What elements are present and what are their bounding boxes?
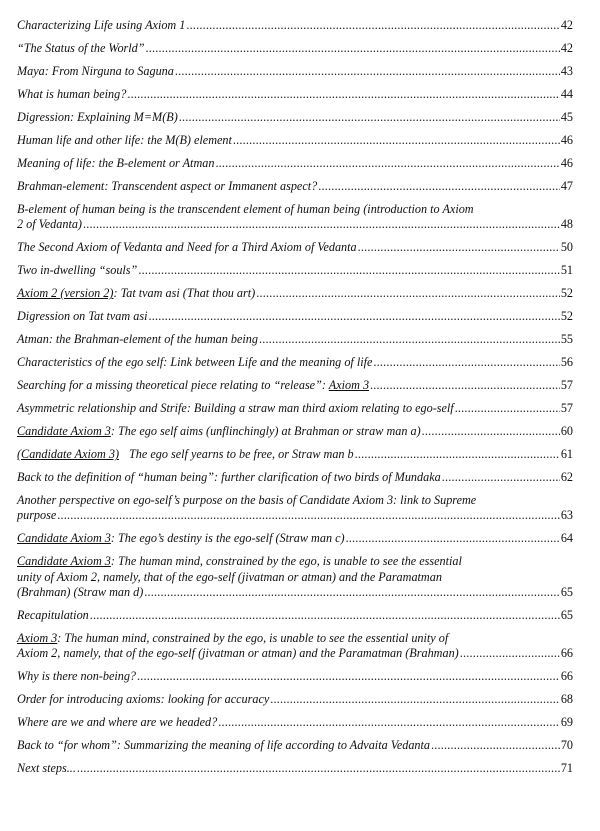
dot-leader	[370, 378, 560, 393]
dot-leader	[127, 87, 559, 102]
dot-leader	[422, 424, 560, 439]
toc-entry-title-text: Axiom 2, namely, that of the ego-self (jivatman or atman) and the Paramatman (Brahman)	[17, 646, 459, 661]
toc-entry-axiom-link: Axiom 2 (version 2)	[17, 286, 114, 301]
toc-entry-row	[17, 424, 573, 439]
toc-entry	[17, 332, 573, 347]
toc-entry-title	[17, 286, 255, 301]
toc-entry-row	[17, 355, 573, 370]
dot-leader	[460, 646, 560, 661]
toc-entry-title	[17, 41, 145, 56]
toc-entry-title	[17, 761, 76, 776]
toc-entry-page-number: 56	[560, 355, 573, 370]
toc-entry-page-number: 45	[560, 110, 573, 124]
toc-entry	[17, 110, 573, 125]
toc-entry-row	[17, 669, 573, 684]
toc-entry-title-text: Searching for a missing theoretical piece relating to “release”:	[17, 378, 329, 393]
toc-entry-first-line	[17, 554, 573, 569]
dot-leader	[431, 738, 560, 753]
dot-leader	[144, 585, 560, 600]
toc-entry-page-number: 46	[560, 156, 573, 170]
toc-entry-page-number: 66	[560, 669, 573, 684]
toc-entry-title-text: Atman: the Brahman-element of the human being	[17, 332, 258, 347]
toc-entry-row	[17, 646, 573, 661]
dot-leader	[358, 240, 560, 255]
toc-entry-page-number: 50	[560, 240, 573, 255]
toc-entry-title	[17, 240, 357, 255]
toc-entry	[17, 493, 573, 523]
toc-entry-page-number: 64	[560, 531, 573, 546]
dot-leader	[146, 41, 560, 56]
dot-leader	[373, 355, 559, 370]
toc-entry-row	[17, 332, 573, 347]
toc-entry-row	[17, 585, 573, 600]
toc-entry	[17, 692, 573, 707]
toc-entry-title	[17, 470, 441, 485]
toc-entry-title	[17, 692, 269, 707]
toc-entry-title-text: The ego self yearns to be free, or Straw man b	[129, 447, 354, 462]
toc-entry-first-line	[17, 202, 573, 217]
toc-entry-title	[17, 179, 317, 194]
toc-entry-title-text: Recapitulation	[17, 607, 89, 622]
toc-entry-title	[17, 309, 147, 324]
dot-leader	[318, 179, 560, 194]
toc-entry-title-text: “The Status of the World”	[17, 41, 145, 55]
toc-entry-title-text: Digression: Explaining M=M(B)	[17, 110, 178, 124]
toc-entry	[17, 156, 573, 171]
toc-entry-title	[17, 424, 421, 439]
toc-entry-row	[17, 309, 573, 324]
toc-entry	[17, 715, 573, 730]
toc-entry-page-number: 61	[560, 447, 573, 462]
toc-entry-row	[17, 447, 573, 462]
toc-entry	[17, 554, 573, 600]
toc-entry-title-text: (Brahman) (Straw man d)	[17, 584, 144, 599]
toc-entry	[17, 401, 573, 416]
toc-entry	[17, 202, 573, 232]
toc-entry-title-text: Why is there non-being?	[17, 669, 137, 684]
toc-entry-page-number: 60	[560, 424, 573, 439]
toc-entry-page-number: 63	[560, 508, 573, 523]
toc-entry-row	[17, 692, 573, 707]
toc-entry-page-number: 52	[560, 309, 573, 324]
toc-entry-title	[17, 217, 82, 232]
toc-entry	[17, 41, 573, 56]
toc-entry-row	[17, 401, 573, 416]
toc-entry-row	[17, 715, 573, 730]
dot-leader	[83, 217, 560, 232]
dot-leader	[455, 401, 560, 416]
toc-entry	[17, 631, 573, 661]
dot-leader	[259, 332, 560, 347]
toc-entry-title-text: Order for introducing axioms: looking for accuracy	[17, 692, 270, 707]
toc-entry	[17, 447, 573, 462]
dot-leader	[148, 309, 559, 324]
toc-entry-title	[17, 646, 459, 661]
toc-entry-title-text: Maya: From Nirguna to Saguna	[17, 64, 174, 78]
toc-entry-title	[17, 18, 185, 33]
toc-entry	[17, 424, 573, 439]
toc-entry-page-number: 66	[560, 646, 573, 661]
dot-leader	[90, 608, 560, 623]
toc-entry-title	[17, 669, 136, 684]
toc-entry	[17, 263, 573, 278]
toc-entry	[17, 378, 573, 393]
toc-entry-row	[17, 286, 573, 301]
dot-leader	[77, 761, 560, 776]
toc-entry	[17, 179, 573, 194]
toc-entry-page-number: 65	[560, 607, 573, 622]
toc-entry-title-text: : The ego self aims (unflinchingly) at Brahman or straw man a)	[110, 424, 421, 439]
toc-entry-title	[17, 531, 345, 546]
toc-entry-axiom-link: Candidate Axiom 3	[17, 554, 111, 569]
toc-entry	[17, 309, 573, 324]
toc-entry	[17, 18, 573, 33]
toc-entry-row	[17, 179, 573, 194]
toc-entry-row	[17, 64, 573, 79]
toc-entry	[17, 133, 573, 148]
table-of-contents	[17, 18, 573, 784]
toc-entry-title	[17, 156, 214, 171]
toc-entry-first-text: Another perspective on ego-self’s purpose on the basis of Candidate Axiom 3: link to Supreme	[17, 493, 477, 508]
toc-entry-row	[17, 18, 573, 33]
toc-entry-title	[17, 585, 143, 600]
toc-entry-page-number: 65	[560, 584, 573, 599]
toc-entry	[17, 470, 573, 485]
toc-entry-title-text: Next steps...	[17, 761, 76, 776]
toc-entry-first-line	[17, 493, 573, 508]
toc-entry-row	[17, 156, 573, 171]
dot-leader	[57, 508, 560, 523]
toc-entry-title	[17, 263, 137, 278]
toc-entry-page-number: 70	[560, 738, 573, 753]
toc-entry-row	[17, 608, 573, 623]
toc-entry-row	[17, 133, 573, 148]
dot-leader	[233, 133, 560, 148]
dot-leader	[175, 64, 560, 79]
toc-entry-first-text: B-element of human being is the transcendent element of human being (introduction to Axiom	[17, 202, 474, 216]
toc-entry-title-text: Back to the definition of “human being”: further clarification of two birds of Mundaka	[17, 470, 441, 485]
toc-entry-page-number: 47	[560, 179, 573, 193]
toc-entry-page-number: 57	[560, 401, 573, 416]
toc-entry-page-number: 42	[560, 41, 573, 55]
toc-entry-title	[17, 608, 89, 623]
toc-entry-axiom-link: (Candidate Axiom 3)	[17, 447, 119, 462]
toc-entry-page-number: 52	[560, 286, 573, 301]
toc-entry-title-text: Characteristics of the ego self: Link between Life and the meaning of life	[17, 355, 373, 370]
toc-entry-title-text: Characterizing Life using Axiom 1	[17, 18, 186, 32]
toc-entry-page-number: 42	[560, 18, 573, 32]
toc-entry-page-number: 48	[560, 217, 573, 232]
toc-entry-title	[17, 332, 258, 347]
toc-entry-title	[17, 133, 232, 148]
toc-entry-row	[17, 378, 573, 393]
dot-leader	[355, 447, 560, 462]
toc-entry-title-text: Human life and other life: the M(B) element	[17, 133, 232, 147]
toc-entry-page-number: 69	[560, 715, 573, 730]
toc-entry-title-text: Back to “for whom”: Summarizing the meaning of life according to Advaita Vedanta	[17, 738, 430, 753]
toc-entry	[17, 669, 573, 684]
dot-leader	[179, 110, 560, 125]
toc-entry	[17, 531, 573, 546]
toc-entry	[17, 355, 573, 370]
toc-entry-title-text: Digression on Tat tvam asi	[17, 309, 148, 324]
dot-leader	[186, 18, 559, 33]
toc-entry-page-number: 55	[560, 332, 573, 347]
toc-entry-row	[17, 761, 573, 776]
toc-entry-title	[17, 378, 369, 393]
toc-entry-title-text: Two in-dwelling “souls”	[17, 263, 138, 278]
toc-entry-row	[17, 110, 573, 125]
toc-entry-title-text: Where are we and where are we headed?	[17, 715, 218, 730]
toc-entry-row	[17, 41, 573, 56]
toc-entry-title	[17, 508, 56, 523]
toc-entry-row	[17, 470, 573, 485]
toc-entry-title-text: The Second Axiom of Vedanta and Need for a Third Axiom of Vedanta	[17, 240, 357, 255]
toc-entry-title	[17, 738, 430, 753]
toc-entry-row	[17, 263, 573, 278]
dot-leader	[138, 263, 559, 278]
toc-entry-title-text: What is human being?	[17, 87, 127, 101]
toc-entry-title-text: Brahman-element: Transcendent aspect or Immanent aspect?	[17, 179, 318, 193]
toc-entry-axiom-link: Candidate Axiom 3	[17, 531, 111, 546]
toc-entry	[17, 286, 573, 301]
toc-entry-title	[17, 447, 354, 462]
toc-entry-middle-line: unity of Axiom 2, namely, that of the ego-self (jivatman or atman) and the Paramatman	[17, 569, 442, 584]
toc-entry-row	[17, 738, 573, 753]
toc-entry	[17, 761, 573, 776]
toc-entry-title	[17, 401, 454, 416]
dot-leader	[218, 715, 560, 730]
dot-leader	[256, 286, 560, 301]
dot-leader	[346, 531, 560, 546]
dot-leader	[270, 692, 560, 707]
toc-entry	[17, 87, 573, 102]
toc-entry-title-text: Asymmetric relationship and Strife: Building a straw man third axiom relating to ego-self	[17, 401, 454, 416]
toc-entry-page-number: 68	[560, 692, 573, 707]
toc-entry-title-text: : Tat tvam asi (That thou art)	[113, 286, 256, 301]
toc-entry-first-line	[17, 631, 573, 646]
toc-entry-page-number: 43	[560, 64, 573, 78]
toc-entry-title-text: 2 of Vedanta)	[17, 217, 82, 232]
toc-entry-row	[17, 217, 573, 232]
dot-leader	[442, 470, 560, 485]
toc-entry-page-number: 51	[560, 263, 573, 278]
toc-entry-row	[17, 87, 573, 102]
toc-entry-page-number: 71	[560, 761, 573, 776]
toc-entry-page-number: 57	[560, 378, 573, 393]
toc-entry-title-text: purpose	[17, 508, 57, 523]
toc-entry-title-text: : The ego’s destiny is the ego-self (Straw man c)	[110, 531, 345, 546]
toc-entry-row	[17, 508, 573, 523]
toc-entry	[17, 738, 573, 753]
toc-entry-page-number: 44	[560, 87, 573, 101]
toc-entry-row	[17, 531, 573, 546]
toc-entry-axiom-link: Candidate Axiom 3	[17, 424, 111, 439]
toc-entry-title	[17, 110, 178, 125]
dot-leader	[215, 156, 559, 171]
toc-entry-title	[17, 64, 174, 79]
toc-entry	[17, 64, 573, 79]
toc-entry-axiom-link: Axiom 3	[17, 630, 58, 645]
toc-entry-first-text: : The human mind, constrained by the ego, is unable to see the essential	[110, 554, 462, 569]
toc-entry-first-text: : The human mind, constrained by the ego, is unable to see the essential unity of	[57, 630, 449, 645]
toc-entry-page-number: 46	[560, 133, 573, 147]
toc-entry-title-text: Meaning of life: the B-element or Atman	[17, 156, 215, 170]
toc-entry-title	[17, 355, 372, 370]
toc-entry-title	[17, 715, 217, 730]
toc-entry	[17, 240, 573, 255]
dot-leader	[137, 669, 560, 684]
toc-entry-row	[17, 240, 573, 255]
toc-entry-page-number: 62	[560, 470, 573, 485]
toc-entry-axiom-link: Axiom 3	[328, 378, 370, 393]
toc-entry	[17, 608, 573, 623]
toc-entry-title	[17, 87, 126, 102]
